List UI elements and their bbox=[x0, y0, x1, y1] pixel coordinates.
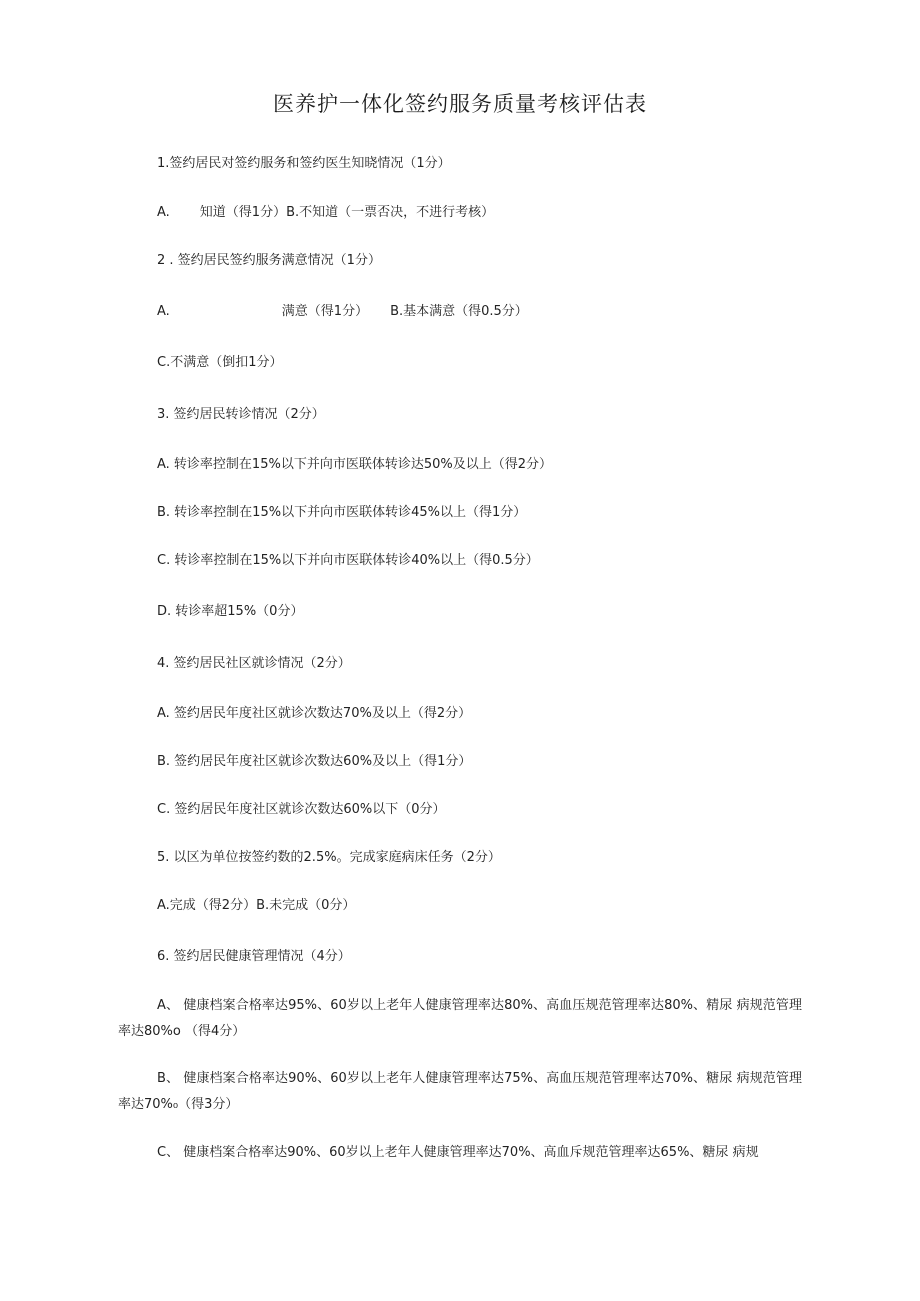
q1-heading: 1.签约居民对签约服务和签约医生知晓情况（1分） bbox=[157, 156, 451, 171]
document-title: 医养护一体化签约服务质量考核评估表 bbox=[273, 92, 647, 116]
q2-heading: 2 . 签约居民签约服务满意情况（1分） bbox=[157, 253, 381, 268]
q3-option-a: A. 转诊率控制在15%以下并向市医联体转诊达50%及以上（得2分） bbox=[157, 457, 552, 472]
q1-options bbox=[157, 204, 494, 222]
q4-heading: 4. 签约居民社区就诊情况（2分） bbox=[157, 656, 351, 671]
q4-option-b: B. 签约居民年度社区就诊次数达60%及以上（得1分） bbox=[157, 754, 472, 769]
q2-option-a-text: 满意（得1分） bbox=[281, 304, 369, 319]
q3-heading: 3. 签约居民转诊情况（2分） bbox=[157, 407, 325, 422]
q3-option-d: D. 转诊率超15%（0分） bbox=[157, 604, 304, 619]
q2-option-a-letter: A. bbox=[157, 304, 170, 319]
q1-options-text: 知道（得1分）B.不知道（一票否决，不进行考核） bbox=[199, 205, 495, 220]
q2-option-b-text: B.基本满意（得0.5分） bbox=[390, 304, 528, 319]
q4-option-a: A. 签约居民年度社区就诊次数达70%及以上（得2分） bbox=[157, 706, 472, 721]
q4-option-c: C. 签约居民年度社区就诊次数达60%以下（0分） bbox=[157, 802, 446, 817]
q2-option-c: C.不满意（倒扣1分） bbox=[157, 355, 283, 370]
q5-heading: 5. 以区为单位按签约数的2.5%。完成家庭病床任务（2分） bbox=[157, 850, 501, 865]
q3-option-c: C. 转诊率控制在15%以下并向市医联体转诊40%以上（得0.5分） bbox=[157, 553, 539, 568]
q6-option-a: A、 健康档案合格率达95%、60岁以上老年人健康管理率达80%、高血压规范管理率达80%、精尿 病规范管理率达80%o （得4分） bbox=[118, 998, 802, 1039]
q2-options-row bbox=[157, 303, 528, 321]
q5-options: A.完成（得2分）B.未完成（0分） bbox=[157, 898, 356, 913]
q1-option-a-letter: A. bbox=[157, 205, 170, 220]
q6-heading: 6. 签约居民健康管理情况（4分） bbox=[157, 949, 351, 964]
q3-option-b: B. 转诊率控制在15%以下并向市医联体转诊45%以上（得1分） bbox=[157, 505, 527, 520]
q6-option-c: C、 健康档案合格率达90%、60岁以上老年人健康管理率达70%、高血斥规范管理率达65%、糖尿 病规 bbox=[157, 1145, 759, 1160]
q6-option-b: B、 健康档案合格率达90%、60岁以上老年人健康管理率达75%、高血压规范管理率达70%、糖尿 病规范管理率达70%₀（得3分） bbox=[118, 1071, 802, 1112]
